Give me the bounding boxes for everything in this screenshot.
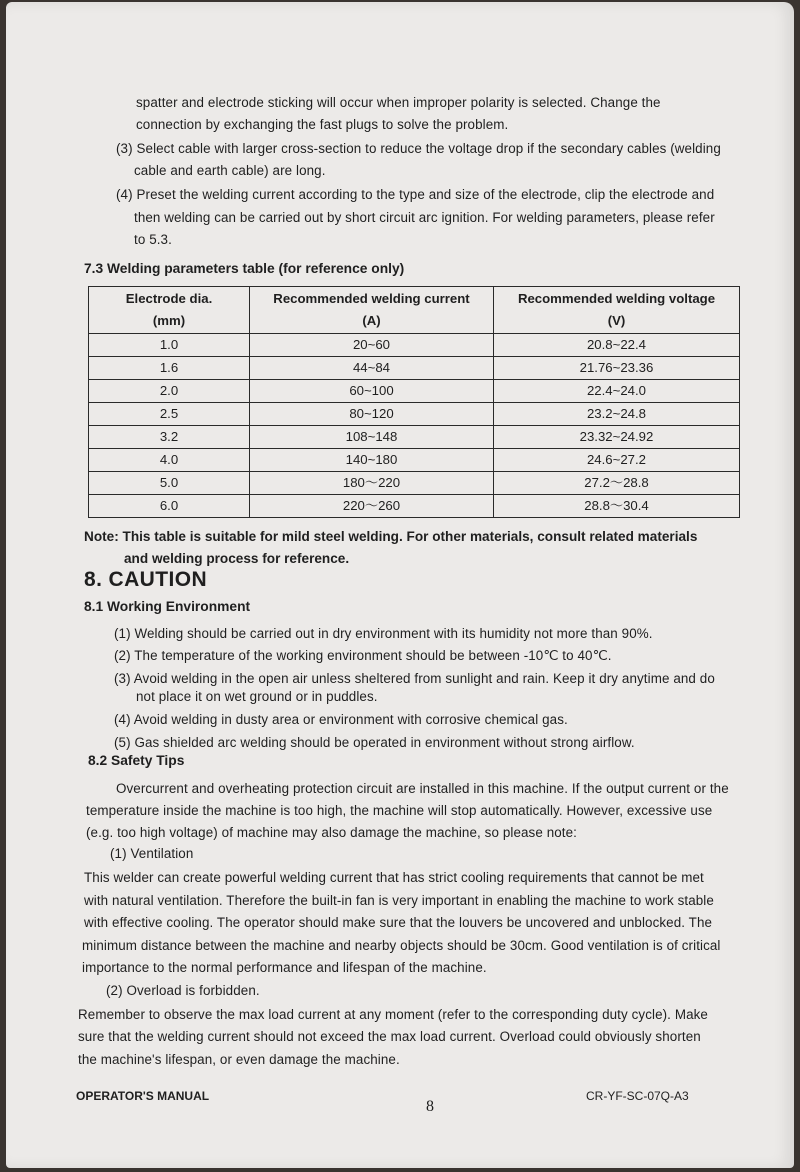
table-cell: 2.5 bbox=[89, 403, 250, 426]
paragraph-line: sure that the welding current should not exceed the max load current. Overload could obviously shorten bbox=[78, 1029, 701, 1044]
table-row bbox=[89, 426, 740, 449]
table-cell: 6.0 bbox=[89, 495, 250, 518]
paragraph-line: Overcurrent and overheating protection circuit are installed in this machine. If the output current or the bbox=[116, 781, 729, 796]
table-cell: 23.32~24.92 bbox=[494, 426, 740, 449]
table-cell: 60~100 bbox=[250, 380, 494, 403]
table-cell: 21.76~23.36 bbox=[494, 357, 740, 380]
table-cell: 23.2~24.8 bbox=[494, 403, 740, 426]
table-cell: 140~180 bbox=[250, 449, 494, 472]
column-header-unit: (V) bbox=[607, 313, 626, 328]
table-cell: 27.2～28.8 bbox=[494, 472, 740, 495]
intro-item-4: (4) Preset the welding current according to the type and size of the electrode, clip the electrode and bbox=[116, 187, 715, 202]
table-row bbox=[89, 403, 740, 426]
intro-line: connection by exchanging the fast plugs to solve the problem. bbox=[136, 117, 509, 132]
subsection-label: (1) Ventilation bbox=[110, 846, 194, 861]
table-row bbox=[89, 380, 740, 403]
paragraph-line: with effective cooling. The operator should make sure that the louvers be uncovered and unblocked. The bbox=[84, 915, 713, 930]
table-row bbox=[89, 495, 740, 518]
table-cell: 20~60 bbox=[250, 334, 494, 357]
table-row bbox=[89, 334, 740, 357]
paragraph-line: with natural ventilation. Therefore the built-in fan is very important in enabling the machine to work stable bbox=[84, 893, 714, 908]
column-header-unit: (A) bbox=[362, 313, 381, 328]
section-heading-8-2: 8.2 Safety Tips bbox=[88, 753, 185, 768]
table-cell: 5.0 bbox=[89, 472, 250, 495]
paragraph-line: temperature inside the machine is too high, the machine will stop automatically. However, excessive use bbox=[86, 803, 713, 818]
column-header bbox=[250, 287, 494, 334]
footer-manual-title: OPERATOR'S MANUAL bbox=[76, 1089, 210, 1103]
list-item: (5) Gas shielded arc welding should be operated in environment without strong airflow. bbox=[114, 735, 635, 750]
subsection-label: (2) Overload is forbidden. bbox=[106, 983, 260, 998]
section-heading-8-1: 8.1 Working Environment bbox=[84, 599, 251, 614]
list-item-continued: not place it on wet ground or in puddles. bbox=[136, 689, 378, 704]
table-cell: 4.0 bbox=[89, 449, 250, 472]
column-header-text: Recommended welding current bbox=[273, 291, 470, 306]
list-item: (3) Avoid welding in the open air unless sheltered from sunlight and rain. Keep it dry anytime and do bbox=[114, 671, 715, 686]
table-cell: 220～260 bbox=[250, 495, 494, 518]
table-cell: 108~148 bbox=[250, 426, 494, 449]
column-header-text: Recommended welding voltage bbox=[517, 291, 716, 306]
list-item: (2) The temperature of the working environment should be between -10℃ to 40℃. bbox=[114, 648, 612, 663]
paragraph-line: the machine's lifespan, or even damage the machine. bbox=[78, 1052, 400, 1067]
paragraph-line: minimum distance between the machine and nearby objects should be 30cm. Good ventilation is of critical bbox=[82, 938, 721, 953]
paragraph-line: importance to the normal performance and lifespan of the machine. bbox=[82, 960, 487, 975]
page-number: 8 bbox=[426, 1098, 434, 1115]
manual-page bbox=[6, 2, 794, 1168]
table-cell: 1.0 bbox=[89, 334, 250, 357]
table-cell: 1.6 bbox=[89, 357, 250, 380]
column-header-unit: (mm) bbox=[152, 313, 186, 328]
paragraph-line: Remember to observe the max load current at any moment (refer to the corresponding duty cycle). Make bbox=[78, 1007, 708, 1022]
welding-parameters-table bbox=[88, 286, 740, 518]
table-cell: 20.8~22.4 bbox=[494, 334, 740, 357]
list-item: (4) Avoid welding in dusty area or environment with corrosive chemical gas. bbox=[114, 712, 568, 727]
table-row bbox=[89, 472, 740, 495]
chapter-title: 8. CAUTION bbox=[84, 568, 208, 591]
column-header bbox=[89, 287, 250, 334]
paragraph-line: (e.g. too high voltage) of machine may also damage the machine, so please note: bbox=[86, 825, 577, 840]
section-heading-7-3: 7.3 Welding parameters table (for reference only) bbox=[84, 261, 405, 276]
list-item: (1) Welding should be carried out in dry environment with its humidity not more than 90%. bbox=[114, 626, 653, 641]
footer-document-code: CR-YF-SC-07Q-A3 bbox=[586, 1089, 689, 1103]
table-cell: 24.6~27.2 bbox=[494, 449, 740, 472]
table-cell: 44~84 bbox=[250, 357, 494, 380]
table-row bbox=[89, 449, 740, 472]
table-header-row bbox=[89, 287, 740, 334]
table-row bbox=[89, 357, 740, 380]
table-note: and welding process for reference. bbox=[124, 551, 350, 566]
column-header bbox=[494, 287, 740, 334]
table-cell: 28.8～30.4 bbox=[494, 495, 740, 518]
table-note: Note: This table is suitable for mild steel welding. For other materials, consult related materials bbox=[84, 529, 698, 544]
intro-line: spatter and electrode sticking will occur when improper polarity is selected. Change the bbox=[136, 95, 661, 110]
paragraph-line: This welder can create powerful welding current that has strict cooling requirements that cannot be met bbox=[84, 870, 704, 885]
table-cell: 180～220 bbox=[250, 472, 494, 495]
intro-line: to 5.3. bbox=[134, 232, 172, 247]
intro-item-3: (3) Select cable with larger cross-section to reduce the voltage drop if the secondary cables (welding bbox=[116, 141, 721, 156]
column-header-text: Electrode dia. bbox=[125, 291, 213, 306]
intro-line: then welding can be carried out by short circuit arc ignition. For welding parameters, please refer bbox=[134, 210, 715, 225]
table-cell: 2.0 bbox=[89, 380, 250, 403]
intro-line: cable and earth cable) are long. bbox=[134, 163, 326, 178]
table-cell: 80~120 bbox=[250, 403, 494, 426]
table-cell: 3.2 bbox=[89, 426, 250, 449]
table-cell: 22.4~24.0 bbox=[494, 380, 740, 403]
